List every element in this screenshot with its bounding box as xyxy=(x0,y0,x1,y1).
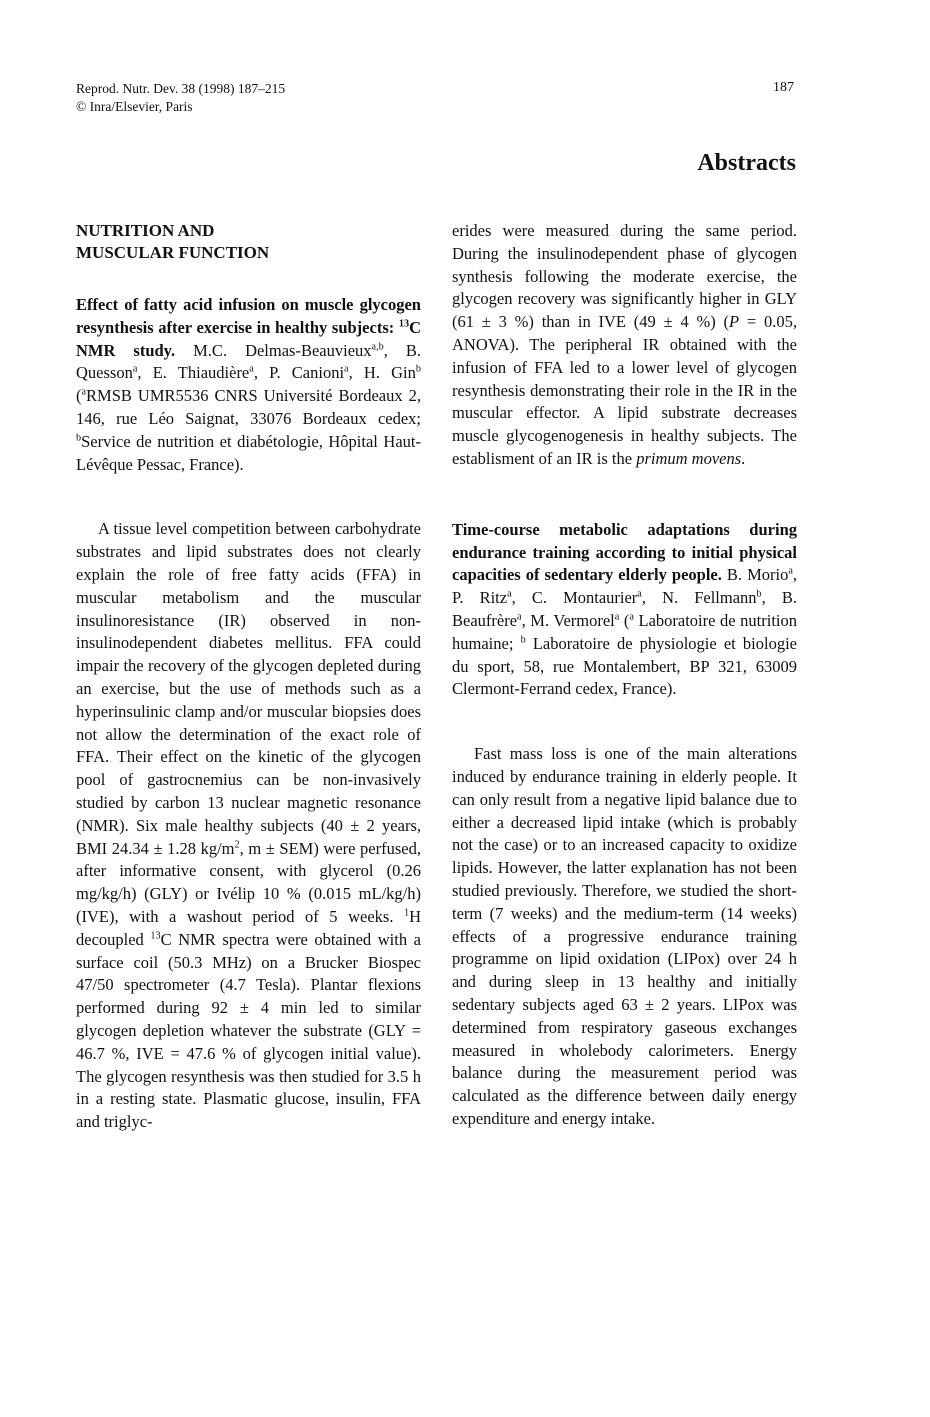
section-label: Abstracts xyxy=(697,150,796,176)
abstract-2-header xyxy=(452,519,797,701)
left-column xyxy=(76,220,421,1134)
abstract-1-title: Effect of fatty acid infusion on muscle glycogen resynthesis after exercise in healthy subjects: $^{13}$C NMR study. xyxy=(76,295,421,360)
section-title: NUTRITION AND MUSCULAR FUNCTION xyxy=(76,221,270,262)
page-number: 187 xyxy=(773,80,794,95)
right-column xyxy=(452,220,797,1131)
abstract-1-authors: M.C. Delmas-Beauvieux$^{a,b}$, B. Quesson$^a$, E. Thiaudière$^a$, P. Canioni$^a$, H. Gin$^b$ xyxy=(76,340,421,383)
journal-header xyxy=(76,80,285,116)
journal-citation: Reprod. Nutr. Dev. 38 (1998) 187–215 xyxy=(76,81,286,96)
abstract-2-body: Fast mass loss is one of the main alterations induced by endurance training in elderly people. It can only result from a negative lipid balance due to either a decreased lipid intake (which is probably not the case) or to an increased capacity to oxidize lipids. However, the latter explanation has not been studied previously. Therefore, we studied the short-term (7 weeks) and the medium-term (14 weeks) effects of a progressive endurance training programme on lipid oxidation (LIPox) over 24 h and during sleep in 13 healthy and initially sedentary subjects aged 63 ± 2 years. LIPox was determined from respiratory gaseous exchanges measured in wholebody calorimeters. Energy balance during the measurement period was calculated as the difference between daily energy expenditure and energy intake. xyxy=(452,744,797,1128)
abstract-1-header xyxy=(76,294,421,476)
abstract-2-authors: B. Morio$^a$, P. Ritz$^a$, C. Montaurier$^a$, N. Fellmann$^b$, B. Beaufrère$^a$, M. Vermorel$^a$ xyxy=(452,565,797,630)
journal-copyright: © Inra/Elsevier, Paris xyxy=(76,99,193,114)
abstract-1-continuation: erides were measured during the same period. During the insulinodependent phase of glycogen synthesis following the moderate exercise, the glycogen recovery was significantly higher in GLY (61 ± 3 %) than in IVE (49 ± 4 %) (P = 0.05, ANOVA). The peripheral IR obtained with the infusion of FFA led to a lower level of glycogen resynthesis demonstrating their role in the IR in the muscular effector. A lipid substrate decreases muscle glycogenogenesis in healthy subjects. The establisment of an IR is the primum movens. xyxy=(452,221,797,468)
abstract-2-affiliations: ($^a$ Laboratoire de nutrition humaine; $^b$ Laboratoire de physiologie et biologie du sport, 58, rue Montalembert, BP 321, 63009 Clermont-Ferrand cedex, France). xyxy=(452,610,797,699)
abstract-1-body: A tissue level competition between carbohydrate substrates and lipid substrates does not clearly explain the role of free fatty acids (FFA) in muscular metabolism and the muscular insulinoresistance (IR) observed in non-insulinodependent diabetes mellitus. FFA could impair the recovery of the glycogen depleted during an exercise, but the use of methods such as a hyperinsulinic clamp and/or muscular biopsies does not allow the determination of the exact role of FFA. Their effect on the kinetic of the glycogen pool of gastrocnemius can be non-invasively studied by carbon 13 nuclear magnetic resonance (NMR). Six male healthy subjects (40 ± 2 years, BMI 24.34 ± 1.28 $kg/m^2$, m ± SEM) were perfused, after informative consent, with glycerol (0.26 mg/kg/h) (GLY) or Ivélip 10 % (0.015 mL/kg/h) (IVE), with a washout period of 5 weeks. $^1$H decoupled $^{13}$C NMR spectra were obtained with a surface coil (50.3 MHz) on a Brucker Biospec 47/50 spectrometer (4.7 Tesla). Plantar flexions performed during 92 ± 4 min led to similar glycogen depletion whatever the substrate (GLY = 46.7 %, IVE = 47.6 % of glycogen initial value). The glycogen resynthesis was then studied for 3.5 h in a resting state. Plasmatic glucose, insulin, FFA and triglyc- xyxy=(76,519,421,1132)
abstract-1-affiliations: ($^a$RMSB UMR5536 CNRS Université Bordeaux 2, 146, rue Léo Saignat, 33076 Bordeaux cedex; $^b$Service de nutrition et diabétologie, Hôpital Haut-Lévêque Pessac, France). xyxy=(76,386,421,474)
abstract-2-title: Time-course metabolic adaptations during endurance training according to initial physical capacities of sedentary elderly people. xyxy=(452,519,797,585)
